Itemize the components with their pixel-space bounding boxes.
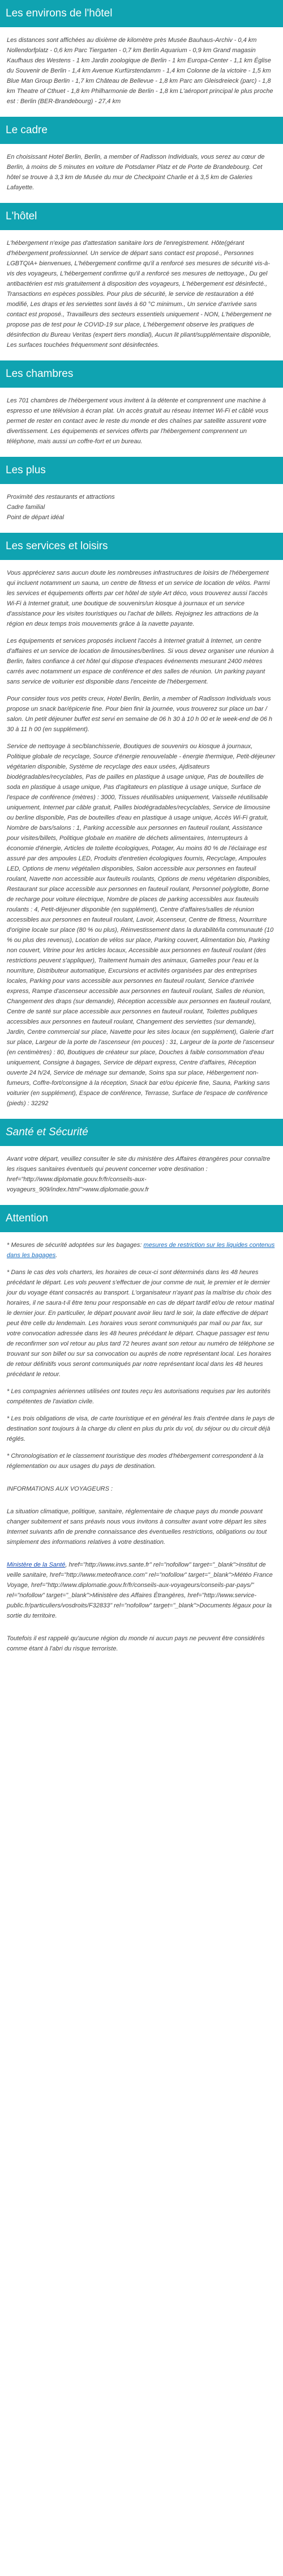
section-attention bbox=[0, 1232, 283, 1664]
attention-star-2: * Dans le cas des vols charters, les horaires de ceux-ci sont déterminés dans les 48 heures précédant le départ. Les vols peuvent s'effectuer de jour comme de nuit, le premier et le dernier jour du voyage étant consacrés au transport. L'organisateur n'ayant pas la maîtrise du choix des horaires, il ne saura-t-il être tenu pour responsable en cas de départ tardif et/ou de retour matinal le dernier jour. En particulier, le départ pouvant avoir lieu tard le soir, la date effective de départ peut être celle du lendemain. Les horaires vous seront communiqués par mail ou par fax, sur votre convocation adressée dans les 48 heures précédant le départ. Chaque passager est tenu de reconfirmer son vol retour au plus tard 72 heures avant son retour au numéro de téléphone se trouvant sur son billet ou sur sa convocation ou auprès de notre représentant local. Les horaires de retour définitifs vous seront communiqués par notre représentant local dans les 48 heures précédant le retour. bbox=[7, 1269, 275, 1378]
attention-star-3: * Les compagnies aériennes utilisées ont toutes reçu les autorisations requises par les autorités compétentes de l'aviation civile. bbox=[7, 1388, 271, 1405]
services-paragraph-4: Service de nettoyage à sec/blanchisserie, Boutiques de souvenirs ou kiosque à journaux, Politique globale de recyclage, Source d'énergie renouvelable - énergie thermique, Petit-déjeuner végétarien disponible, Système de recyclage des eaux usées, Ajdisateurs biodégradables/recyclables, Pas de pailles en plastique à usage unique, Pas de bouteilles de soda en plastique à usage unique, Pas d'agitateurs en plastique à usage unique, Surface de l'espace de conférence (mètres) : 3000, Tissues réutilisables uniquement, Vaisselle réutilisable uniquement, Internet par câble gratuit, Pailles biodégradables/recyclables, Service de limousine ou berline disponible, Pas de bouteilles d'eau en plastique à usage unique, Accès Wi-Fi gratuit, Nombre de bars/salons : 1, Parking accessible aux personnes en fauteuil roulant, Assistance pour visites/billets, Politique globale en matière de déchets alimentaires, Interrupteurs à économie d'énergie, Articles de toilette écologiques, Potager, Au moins 80 % de l'éclairage est assuré par des ampoules LED, Produits d'entretien écologiques fournis, Recyclage, Ampoules LED, Options de menu végétalien disponibles, Salon accessible aux personnes en fauteuil roulant, Navette non accessible aux fauteuils roulants, Options de menu végétarien disponibles, Restaurant sur place accessible aux personnes en fauteuil roulant, Personnel polyglotte, Borne de recharge pour voiture électrique, Nombre de places de parking accessibles aux fauteuils roulants : 4, Petit-déjeuner disponible (en supplément), Centre d'affaires/salles de réunion accessibles aux personnes en fauteuil roulant, Lavoir, Ascenseur, Centre de fitness, Nourriture d'origine locale sur place (80 % ou plus), Réinvestissement dans la durabilité/la communauté (10 % ou plus des revenus), Location de vélos sur place, Parking couvert, Alimentation bio, Parking non couvert, Vitrine pour les articles locaux, Accessible aux personnes en fauteuil roulant (des restrictions peuvent s'appliquer), Traitement humain des animaux, Gamelles pour l'eau et la nourriture, Distributeur automatique, Excursions et activités organisées par des entreprises locales, Parking pour vans accessible aux personnes en fauteuil roulant, Service d'arrivée express, Rampe d'ascenseur accessible aux personnes en fauteuil roulant, Salles de réunion, Changement des draps (sur demande), Réception accessible aux personnes en fauteuil roulant, Centre de santé sur place accessible aux personnes en fauteuil roulant, Toilettes publiques accessibles aux personnes en fauteuil roulant, Changement des serviettes (sur demande), Jardin, Centre commercial sur place, Navette pour les sites locaux (en supplément), Galerie d'art sur place, Largeur de la porte de l'ascenseur (en pouces) : 31, Largeur de la porte de l'ascenseur (en centimètres) : 80, Boutiques de créateur sur place, Douches à faible consommation d'eau uniquement, Consigne à bagages, Service de départ express, Centre d'affaires, Réception ouverte 24 h/24, Service de ménage sur demande, Soins spa sur place, Hébergement non-fumeurs, Coffre-fort/consigne à la réception, Snack bar et/ou épicerie fine, Sauna, Parking sans voiturier (en supplément), Espace de conférence, Terrasse, Surface de l'espace de conférence (pieds) : 32292 bbox=[7, 743, 276, 1107]
attention-star-1-suffix: . bbox=[55, 1252, 58, 1259]
hotel-text: L'hébergement n'exige pas d'attestation sanitaire lors de l'enregistrement. Hôte(gérant d'hébergement professionnel. Un service de départ sans contact est proposé., Personnes LGBTQIA+ bienvenues, L'hébergement confirme qu'il a renforcé ses mesures de sécurité vis-à-vis des voyageurs, L'hébergement confirme qu'il a renforcé ses mesures de nettoyage., Du gel antibactérien est mis gratuitement à disposition des voyageurs, L'hébergement est désinfecté., Transactions en espèces possibles. Pour plus de sécurité, le service de restauration a été modifié, Les draps et les serviettes sont lavés à 60 °C minimum., Un service d'arrivée sans contact est proposé., Travailleurs des secteurs essentiels uniquement - NON, L'hébergement ne propose pas de test pour le COVID-19 sur place, L'hébergement observe les pratiques de désinfection du Bureau Veritas (expert tiers mondial), Aucun lit pliant/supplémentaire disponible, Les surfaces touchées fréquemment sont désinfectées. bbox=[7, 240, 272, 349]
section-sante bbox=[0, 1146, 283, 1205]
services-paragraph-3: Pour consider tous vos petits creux, Hotel Berlin, Berlin, a member of Radisson Individuals vous propose un snack bar/épicerie fine. Pour bien finir la journée, vous trouverez sur place un bar / salon. Un petit déjeuner buffet est servi en semaine de 06 h 30 à 10 h 00 et le week-end de 06 h 30 à 11 h 00 (en supplément). bbox=[7, 695, 273, 733]
plus-item: Proximité des restaurants et attractions bbox=[7, 494, 115, 500]
section-hotel bbox=[0, 230, 283, 360]
plus-item: Point de départ idéal bbox=[7, 514, 64, 521]
section-title-sante: Santé et Sécurité bbox=[0, 1119, 283, 1146]
section-chambres bbox=[0, 388, 283, 457]
liquids-restriction-link[interactable]: mesures de restriction sur les liquides contenus dans les bagages bbox=[7, 1242, 275, 1259]
services-paragraph-1: Vous apprécierez sans aucun doute les nombreuses infrastructures de loisirs de l'hébergement qui incluent notamment un sauna, un centre de fitness et un service de location de vélos. Parmi les services et équipements offerts par cet hôtel de style Art déco, vous trouverez aussi l'accès Wi-Fi à Internet gratuit, une boutique de souvenirs/un kiosque à journaux et un service d'assistance pour les visites touristiques ou l'achat de billets. Rejoignez les attractions de la région en deux temps trois mouvements grâce à la navette payante. bbox=[7, 570, 270, 627]
attention-star-1-prefix: * Mesures de sécurité adoptées sur les bagages: bbox=[7, 1242, 144, 1249]
terror-notice: Toutefois il est rappelé qu'aucune région du monde ni aucun pays ne peuvent être considérés comme étant à l'abri du risque terroriste. bbox=[7, 1635, 265, 1652]
section-environs bbox=[0, 27, 283, 117]
ministere-sante-link[interactable]: Ministère de la Santé bbox=[7, 1561, 66, 1568]
section-title-environs: Les environs de l'hôtel bbox=[0, 0, 283, 27]
section-services bbox=[0, 560, 283, 1119]
links-paragraph bbox=[7, 1560, 276, 1621]
attention-star-5: * Chronologisation et le classement touristique des modes d'hébergement correspondent à la réglementation ou aux usages du pays de destination. bbox=[7, 1453, 264, 1470]
info-text: La situation climatique, politique, sanitaire, réglementaire de chaque pays du monde pouvant changer subitement et sans préavis nous vous invitons à consulter avant votre départ les sites Internet suivants afin de prendre connaissance des éventuelles restrictions, obligations ou tout simplement des informations relatives à votre destination. bbox=[7, 1508, 267, 1546]
section-title-services: Les services et loisirs bbox=[0, 533, 283, 560]
sante-text-before: Avant votre départ, veuillez consulter le site du ministère des Affaires étrangères pour connaître les risques sanitaires éventuels qui peuvent concerner votre destination : href="http://www.diplomatie.gouv.fr/fr/conseils-aux-voyageurs_909/index.html"> bbox=[7, 1156, 271, 1193]
diplomatie-link-text: www.diplomatie.gouv.fr bbox=[85, 1186, 149, 1193]
section-title-plus: Les plus bbox=[0, 457, 283, 484]
attention-star-4: * Les trois obligations de visa, de carte touristique et en général les frais d'entrée dans le pays de destination sont toujours à la charge du client en plus du prix du vol, du séjour ou du circuit déjà réglés. bbox=[7, 1415, 275, 1442]
section-cadre bbox=[0, 144, 283, 203]
section-title-cadre: Le cadre bbox=[0, 117, 283, 144]
plus-item: Cadre familial bbox=[7, 504, 45, 511]
environs-text: Les distances sont affichées au dixième de kilomètre près Musée Bauhaus-Archiv - 0,4 km Nollendorfplatz - 0,6 km Parc Tiergarten - 0,7 km Berlin Aquarium - 0,9 km Grand magasin Kaufhaus des Westens - 1 km Jardin zoologique de Berlin - 1 km Europa-Center - 1,1 km Église du Souvenir de Berlin - 1,4 km Avenue Kurfürstendamm - 1,4 km Colonne de la victoire - 1,5 km Blue Man Group Berlin - 1,7 km Château de Bellevue - 1,8 km Parc am Gleisdreieck (parc) - 1,8 km Theatre of Cthuet - 1,8 km Philharmonie de Berlin - 1,8 km L'aéroport principal le plus proche est : Berlin (BER-Brandebourg) - 27,4 km bbox=[7, 37, 273, 105]
attention-star-1 bbox=[7, 1240, 276, 1261]
links-rest: , href="http://www.invs.sante.fr" rel="nofollow" target="_blank">Institut de veille sanitaire, href="http://www.meteofrance.com" rel="nofollow" target="_blank">Météo France Voyage, href="http://www.diplomatie.gouv.fr/fr/conseils-aux-voyageurs/conseils-par-pays/" rel="nofollow" target="_blank">Ministère des Affaires Étrangères, href="http://www.service-public.fr/particuliers/vosdroits/F32833" rel="nofollow" target="_blank">Documents légaux pour la sortie du territoire. bbox=[7, 1561, 273, 1619]
section-plus bbox=[0, 484, 283, 533]
cadre-text: En choisissant Hotel Berlin, Berlin, a member of Radisson Individuals, vous serez au cœur de Berlin, à moins de 5 minutes en voiture de Potsdamer Platz et de Porte de Brandebourg. Cet hôtel se trouve à 3,3 km de Musée du mur de Checkpoint Charlie et à 3,5 km de Galeries Lafayette. bbox=[7, 154, 265, 191]
section-title-attention: Attention bbox=[0, 1205, 283, 1232]
chambres-text: Les 701 chambres de l'hébergement vous invitent à la détente et comprennent une machine à espresso et une télévision à écran plat. Un accès gratuit au réseau Internet Wi-Fi et câblé vous permet de rester en contact avec le reste du monde et des chaînes par satellite assurent votre divertissement. Les équipements et services offerts par l'hébergement comprennent un téléphone, mais aussi un coffre-fort et un bureau. bbox=[7, 397, 269, 445]
plus-list bbox=[7, 492, 276, 523]
section-title-chambres: Les chambres bbox=[0, 360, 283, 388]
info-heading: INFORMATIONS AUX VOYAGEURS : bbox=[7, 1486, 113, 1492]
section-title-hotel: L'hôtel bbox=[0, 203, 283, 230]
sante-text bbox=[7, 1154, 276, 1195]
services-paragraph-2: Les équipements et services proposés incluent l'accès à Internet gratuit à Internet, un centre d'affaires et un service de location de limousines/berlines. Si vous devez organiser une réunion à Berlin, faites confiance à cet hôtel qui dispose d'espaces événements mesurant 2400 mètres carrés avec notamment un espace de conférence et des salles de réunion. Un parking payant sans service de voiturier est disponible dans l'enceinte de l'hébergement. bbox=[7, 638, 274, 685]
